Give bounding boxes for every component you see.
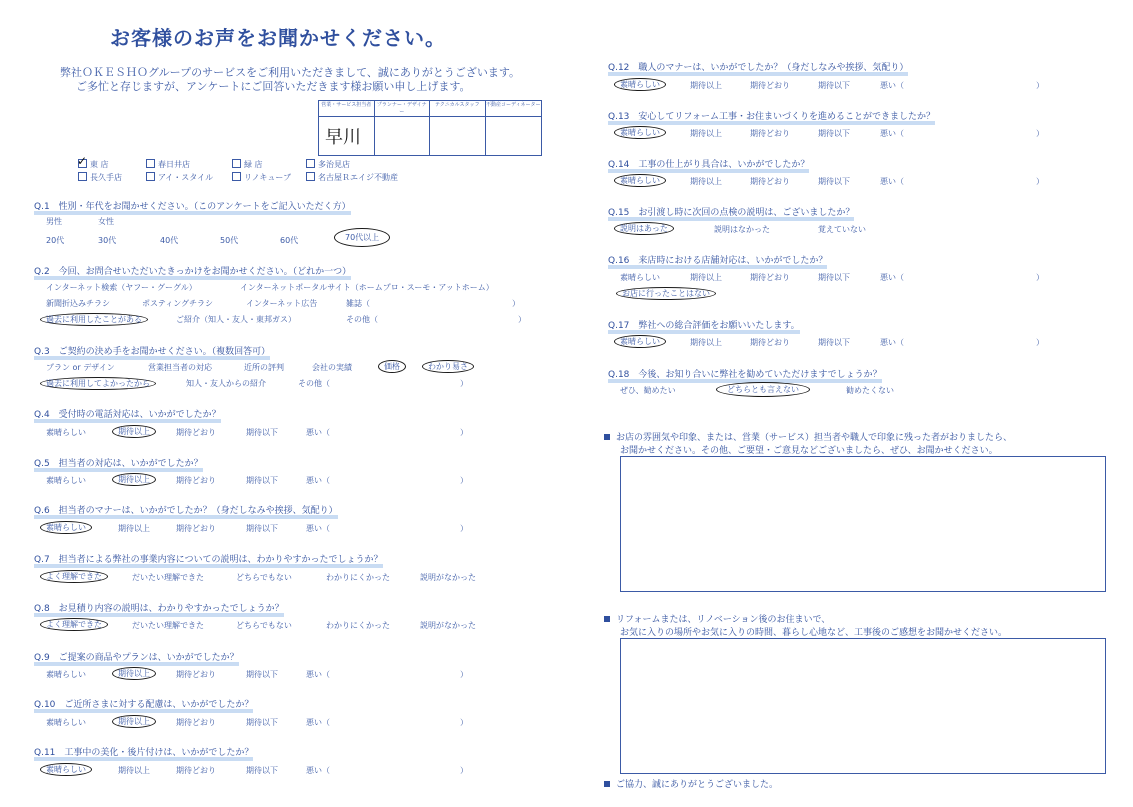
option[interactable]: 期待どおり [176, 428, 216, 437]
option[interactable]: どちらでもない [236, 573, 292, 582]
paren-close: ） [1036, 338, 1044, 347]
option[interactable]: 男性 [46, 217, 62, 226]
option[interactable]: 期待以下 [818, 129, 850, 138]
option[interactable]: 期待以上 [690, 129, 722, 138]
option-selected[interactable]: わかり易さ [428, 361, 474, 372]
free-answer-2-box[interactable] [620, 638, 1106, 774]
option[interactable]: 勧めたくない [846, 386, 894, 395]
option[interactable]: 悪い（ [880, 338, 904, 347]
option[interactable]: 営業担当者の対応 [148, 363, 212, 372]
option[interactable]: 期待以下 [246, 428, 278, 437]
option[interactable]: 期待以上 [118, 766, 150, 775]
question-q17: Q.17 弊社への総合評価をお願いいたします。 [608, 318, 800, 331]
option[interactable]: 近所の評判 [244, 363, 284, 372]
option-selected[interactable]: 期待以上 [118, 474, 156, 485]
option[interactable]: 悪い（ [880, 81, 904, 90]
option[interactable]: 覚えていない [818, 225, 866, 234]
paren-close: ） [460, 766, 468, 775]
option[interactable]: 期待どおり [176, 524, 216, 533]
option[interactable]: その他（ [346, 315, 378, 324]
option-selected[interactable]: お店に行ったことはない [622, 288, 716, 299]
question-q5: Q.5 担当者の対応は、いかがでしたか？ [34, 456, 203, 469]
option-selected[interactable]: 素晴らしい [46, 522, 92, 533]
closing-message: ご協力、誠にありがとうございました。 [604, 777, 778, 790]
handwritten-signature: 早川 [325, 127, 361, 148]
option[interactable]: どちらでもない [236, 621, 292, 630]
option-selected[interactable]: 価格 [384, 361, 406, 372]
paren-close: ） [460, 670, 468, 679]
question-q18: Q.18 今後、お知り合いに弊社を勧めていただけますでしょうか？ [608, 367, 882, 380]
paren-close: ） [512, 299, 520, 308]
question-q12: Q.12 職人のマナーは、いかがでしたか？（身だしなみや挨拶、気配り） [608, 60, 908, 73]
option-selected[interactable]: 素晴らしい [620, 336, 666, 347]
option[interactable]: 期待どおり [176, 718, 216, 727]
option[interactable]: 期待以上 [118, 524, 150, 533]
option-selected[interactable]: 期待以上 [118, 426, 156, 437]
paren-close: ） [518, 315, 526, 324]
option[interactable]: 会社の実績 [312, 363, 352, 372]
question-q11: Q.11 工事中の美化・後片付けは、いかがでしたか？ [34, 745, 253, 758]
option[interactable]: 説明がなかった [420, 573, 476, 582]
checkbox-icon[interactable] [78, 172, 87, 181]
question-q14: Q.14 工事の仕上がり具合は、いかがでしたか？ [608, 157, 809, 170]
option[interactable]: 悪い（ [306, 476, 330, 485]
option[interactable]: 40代 [160, 236, 179, 245]
store-option[interactable]: 長久手店 [78, 172, 122, 183]
option[interactable]: 期待どおり [750, 81, 790, 90]
question-q6: Q.6 担当者のマナーは、いかがでしたか？（身だしなみや挨拶、気配り） [34, 503, 338, 516]
store-option[interactable]: 緑 店 [232, 159, 263, 170]
store-option[interactable]: ✓ 東 店 [77, 154, 109, 169]
option[interactable]: 期待以上 [690, 177, 722, 186]
store-option[interactable]: 名古屋Ｒエイジ不動産 [306, 172, 398, 183]
checkbox-icon[interactable] [232, 159, 241, 168]
option[interactable]: 50代 [220, 236, 239, 245]
option[interactable]: 期待以下 [246, 476, 278, 485]
option[interactable]: 期待以下 [246, 670, 278, 679]
option[interactable]: ぜひ、勧めたい [620, 386, 676, 395]
option[interactable]: わかりにくかった [326, 621, 390, 630]
option[interactable]: 期待以下 [246, 718, 278, 727]
question-q10: Q.10 ご近所さまに対する配慮は、いかがでしたか？ [34, 697, 253, 710]
option[interactable]: インターネットポータルサイト（ホームプロ・スーモ・アットホーム） [240, 283, 494, 292]
option[interactable]: プラン or デザイン [46, 363, 115, 372]
free-answer-1-box[interactable] [620, 456, 1106, 592]
free-answer-1-subheading: お聞かせください。その他、ご要望・ご意見などございましたら、ぜひ、お聞かせください。 [620, 446, 998, 456]
paren-close: ） [460, 379, 468, 388]
checkbox-icon[interactable] [306, 159, 315, 168]
option[interactable]: 悪い（ [306, 524, 330, 533]
option-selected[interactable]: 期待以上 [118, 716, 156, 727]
free-answer-1-heading: お店の雰囲気や印象、または、営業（サービス）担当者や職人で印象に残った者がおりましたら、 [604, 430, 1012, 443]
option[interactable]: 悪い（ [306, 766, 330, 775]
store-option[interactable]: 春日井店 [146, 159, 190, 170]
staff-cell-realestate[interactable] [486, 117, 542, 155]
option[interactable]: 期待どおり [750, 338, 790, 347]
option[interactable]: 説明がなかった [420, 621, 476, 630]
option[interactable]: 20代 [46, 236, 65, 245]
staff-header-sales: 営業・サービス担当者 [319, 101, 375, 117]
option[interactable]: 悪い（ [880, 177, 904, 186]
paren-close: ） [1036, 177, 1044, 186]
checkbox-icon[interactable] [306, 172, 315, 181]
option[interactable]: 素晴らしい [620, 273, 660, 282]
staff-header-technical: テクニカルスタッフ [430, 101, 486, 117]
question-q13: Q.13 安心してリフォーム工事・お住まいづくりを進めることができましたか？ [608, 109, 935, 122]
option[interactable]: 雑誌（ [346, 299, 370, 308]
option[interactable]: 期待どおり [750, 129, 790, 138]
option[interactable]: 期待どおり [750, 273, 790, 282]
option[interactable]: 期待以下 [818, 338, 850, 347]
checkbox-icon[interactable] [77, 154, 88, 168]
paren-close: ） [1036, 81, 1044, 90]
option-selected[interactable]: よく理解できた [46, 571, 108, 582]
staff-cell-technical[interactable] [430, 117, 486, 155]
option-selected[interactable]: 過去に利用したことがある [46, 314, 148, 325]
paren-close: ） [460, 428, 468, 437]
option[interactable]: 期待以下 [246, 766, 278, 775]
question-q8: Q.8 お見積り内容の説明は、わかりやすかったでしょうか？ [34, 601, 284, 614]
option[interactable]: 悪い（ [880, 273, 904, 282]
square-bullet-icon [604, 616, 610, 622]
option-selected[interactable]: 70代以上 [340, 232, 390, 243]
option-selected[interactable]: 期待以上 [118, 668, 156, 679]
checkbox-icon[interactable] [232, 172, 241, 181]
intro-line-2: ご多忙と存じますが、アンケートにご回答いただきます様お願い申し上げます。 [76, 80, 471, 93]
option-selected[interactable]: 過去に利用してよかったから [46, 378, 156, 389]
question-q16: Q.16 来店時における店舗対応は、いかがでしたか？ [608, 253, 827, 266]
staff-header-realestate: 不動産コーディネーター [486, 101, 542, 117]
paren-close: ） [460, 718, 468, 727]
question-q9: Q.9 ご提案の商品やプランは、いかがでしたか？ [34, 650, 239, 663]
option[interactable]: 期待どおり [750, 177, 790, 186]
option[interactable]: 悪い（ [306, 718, 330, 727]
option[interactable]: 30代 [98, 236, 117, 245]
option-selected[interactable]: 素晴らしい [620, 127, 666, 138]
option[interactable]: その他（ [298, 379, 330, 388]
option[interactable]: 悪い（ [880, 129, 904, 138]
option[interactable]: 期待どおり [176, 670, 216, 679]
option[interactable]: 素晴らしい [46, 476, 86, 485]
option[interactable]: 素晴らしい [46, 428, 86, 437]
option[interactable]: 期待以下 [818, 81, 850, 90]
free-answer-2-heading: リフォームまたは、リノベーション後のお住まいで、 [604, 612, 830, 625]
question-q7: Q.7 担当者による弊社の事業内容についての説明は、わかりやすかったでしょうか？ [34, 552, 383, 565]
question-q4: Q.4 受付時の電話対応は、いかがでしたか？ [34, 407, 221, 420]
staff-cell-planner[interactable] [375, 117, 431, 155]
option[interactable]: 期待以下 [818, 177, 850, 186]
option[interactable]: 期待以下 [818, 273, 850, 282]
option[interactable]: 説明はなかった [714, 225, 770, 234]
option[interactable]: だいたい理解できた [132, 621, 204, 630]
option-selected[interactable]: 素晴らしい [620, 79, 666, 90]
paren-close: ） [460, 524, 468, 533]
store-option[interactable]: 多治見店 [306, 159, 350, 170]
question-q3: Q.3 ご契約の決め手をお聞かせください。（複数回答可） [34, 344, 270, 357]
option-selected[interactable]: 素晴らしい [46, 764, 92, 775]
option[interactable]: 新聞折込みチラシ [46, 299, 110, 308]
checkbox-icon[interactable] [146, 159, 155, 168]
staff-header-planner: プランナー・デザイナー [375, 101, 431, 117]
question-q15: Q.15 お引渡し時に次回の点検の説明は、ございましたか？ [608, 205, 854, 218]
option[interactable]: 60代 [280, 236, 299, 245]
check-mark-icon: ✓ [77, 154, 88, 168]
option[interactable]: 期待以上 [690, 273, 722, 282]
square-bullet-icon [604, 781, 610, 787]
store-option[interactable]: アイ・スタイル [146, 172, 213, 183]
square-bullet-icon [604, 434, 610, 440]
option[interactable]: 素晴らしい [46, 718, 86, 727]
free-answer-2-subheading: お気に入りの場所やお気に入りの時間、暮らし心地など、工事後のご感想をお聞かせください。 [620, 628, 1008, 638]
checkbox-icon[interactable] [146, 172, 155, 181]
option-selected[interactable]: 説明はあった [620, 223, 674, 234]
paren-close: ） [1036, 273, 1044, 282]
option[interactable]: 期待以上 [690, 81, 722, 90]
paren-close: ） [460, 476, 468, 485]
option-selected[interactable]: よく理解できた [46, 619, 108, 630]
option[interactable]: 素晴らしい [46, 670, 86, 679]
option[interactable]: 悪い（ [306, 428, 330, 437]
option[interactable]: ご紹介（知人・友人・東邦ガス） [176, 315, 296, 324]
question-q1: Q.1 性別・年代をお聞かせください。（このアンケートをご記入いただく方） [34, 199, 351, 212]
question-q2: Q.2 今回、お問合せいただいたきっかけをお聞かせください。（どれか一つ） [34, 264, 351, 277]
option[interactable]: 期待どおり [176, 476, 216, 485]
option[interactable]: 悪い（ [306, 670, 330, 679]
staff-cell-sales[interactable] [319, 117, 375, 155]
option-selected[interactable]: どちらとも言えない [722, 384, 810, 395]
option[interactable]: ポスティングチラシ [142, 299, 214, 308]
store-option[interactable]: リノキューブ [232, 172, 291, 183]
option[interactable]: 期待以上 [690, 338, 722, 347]
staff-table [318, 100, 542, 156]
page-title: お客様のお声をお聞かせください。 [110, 26, 446, 50]
option[interactable]: わかりにくかった [326, 573, 390, 582]
option[interactable]: だいたい理解できた [132, 573, 204, 582]
option[interactable]: 女性 [98, 217, 114, 226]
option[interactable]: インターネット検索（ヤフー・グーグル） [46, 283, 197, 292]
option[interactable]: 期待以下 [246, 524, 278, 533]
intro-line-1: 弊社ＯＫＥＳＨＯグループのサービスをご利用いただきまして、誠にありがとうございます。 [60, 66, 521, 79]
paren-close: ） [1036, 129, 1044, 138]
option[interactable]: 知人・友人からの紹介 [186, 379, 266, 388]
option[interactable]: 期待どおり [176, 766, 216, 775]
option[interactable]: インターネット広告 [246, 299, 318, 308]
option-selected[interactable]: 素晴らしい [620, 175, 666, 186]
